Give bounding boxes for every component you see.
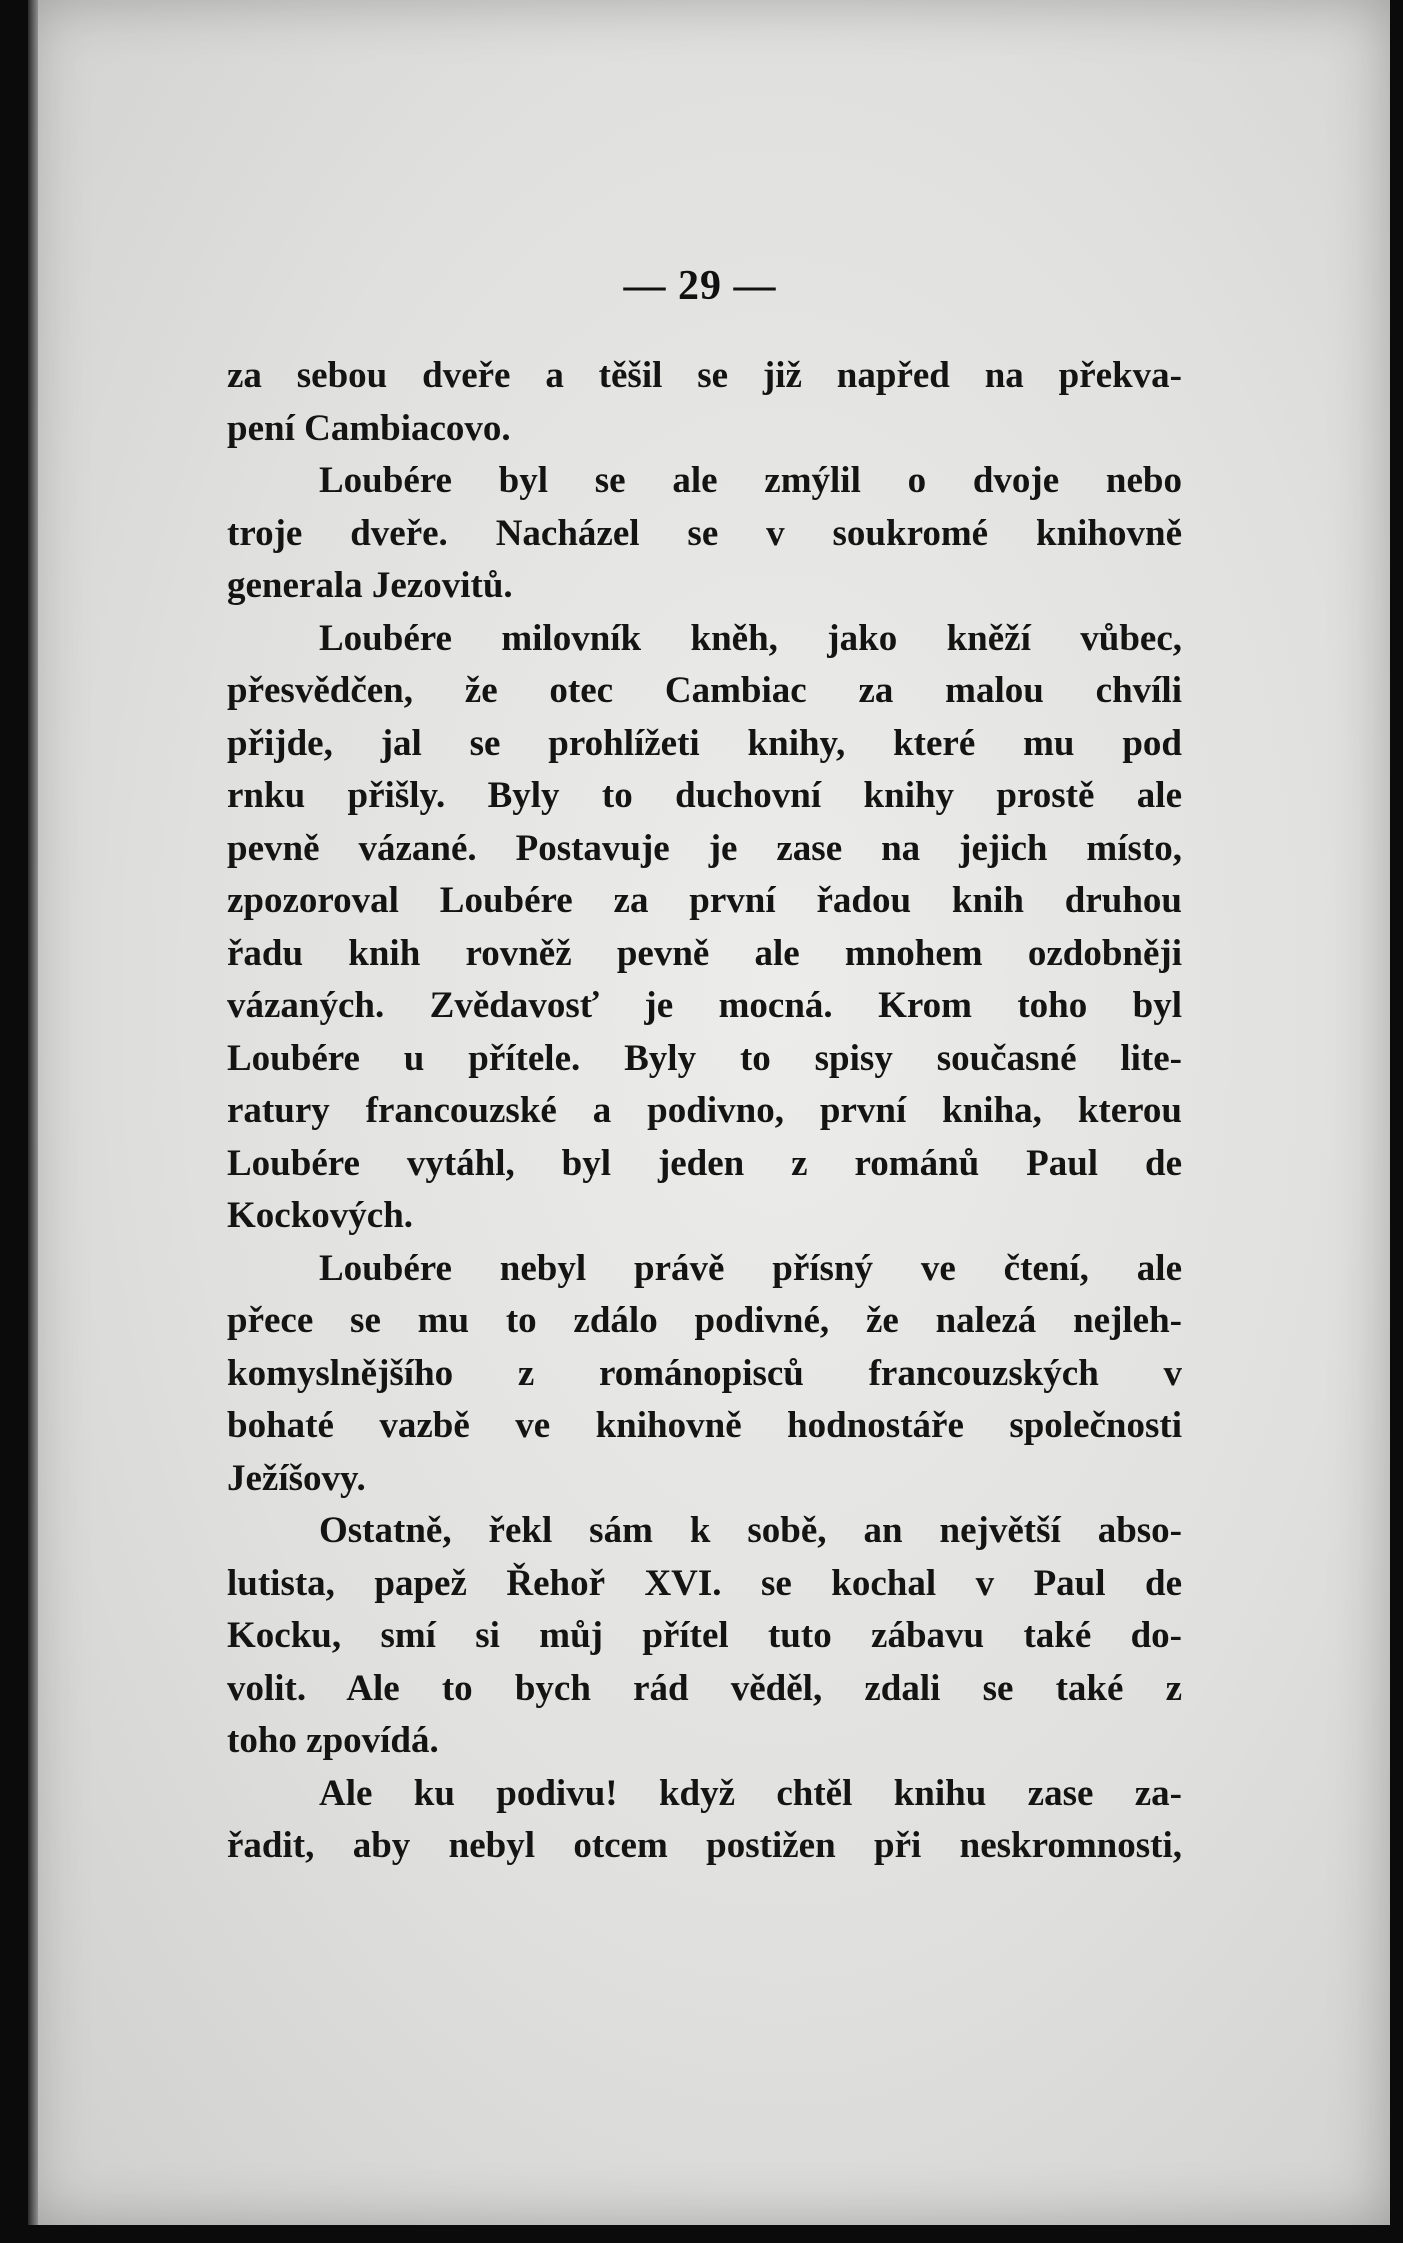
text-line: řadit, aby nebyl otcem postižen při neskromnosti, <box>227 1825 1182 1866</box>
text-line: rnku přišly. Byly to duchovní knihy prostě ale <box>227 775 1182 816</box>
page-edge <box>28 0 38 2225</box>
text-line: vázaných. Zvědavosť je mocná. Krom toho byl <box>227 985 1182 1026</box>
text-line: toho zpovídá. <box>227 1720 439 1761</box>
text-line: pevně vázané. Postavuje je zase na jejich místo, <box>227 827 1182 869</box>
text-line: přijde, jal se prohlížeti knihy, které mu pod <box>227 722 1182 764</box>
text-line: Loubére vytáhl, byl jeden z románů Paul de <box>227 1142 1182 1184</box>
text-line: lutista, papež Řehoř XVI. se kochal v Paul de <box>227 1562 1182 1604</box>
text-line: Ježíšovy. <box>227 1457 366 1499</box>
text-line: generala Jezovitů. <box>227 565 513 606</box>
text-line: Loubére milovník kněh, jako kněží vůbec, <box>319 617 1182 659</box>
text-line: Loubére nebyl právě přísný ve čtení, ale <box>319 1247 1182 1289</box>
text-line: Ostatně, řekl sám k sobě, an největší abso- <box>319 1510 1182 1551</box>
text-line: troje dveře. Nacházel se v soukromé knihovně <box>227 512 1182 554</box>
text-line: ratury francouzské a podivno, první kniha, kterou <box>227 1090 1182 1131</box>
text-line: komyslnějšího z románopisců francouzských v <box>227 1352 1182 1394</box>
text-line: Ale ku podivu! když chtěl knihu zase za- <box>319 1772 1182 1814</box>
page-number: — 29 — <box>623 263 777 309</box>
text-line: Kocku, smí si můj přítel tuto zábavu také do- <box>227 1615 1182 1656</box>
text-line: přesvědčen, že otec Cambiac za malou chvíli <box>227 670 1182 711</box>
text-line: za sebou dveře a těšil se již napřed na překva- <box>227 355 1182 396</box>
text-line: Loubére u přítele. Byly to spisy současné lite- <box>227 1037 1182 1079</box>
text-line: Kockových. <box>227 1195 414 1236</box>
body-text <box>227 350 1182 1873</box>
text-line: bohaté vazbě ve knihovně hodnostáře společnosti <box>227 1405 1182 1446</box>
text-line: řadu knih rovněž pevně ale mnohem ozdobněji <box>227 932 1182 974</box>
text-line: přece se mu to zdálo podivné, že nalezá nejleh- <box>227 1300 1182 1341</box>
text-line: pení Cambiacovo. <box>227 407 511 449</box>
text-line: volit. Ale to bych rád věděl, zdali se také z <box>227 1667 1182 1709</box>
text-line: Loubére byl se ale zmýlil o dvoje nebo <box>319 460 1182 501</box>
text-line: zpozoroval Loubére za první řadou knih druhou <box>227 880 1182 921</box>
